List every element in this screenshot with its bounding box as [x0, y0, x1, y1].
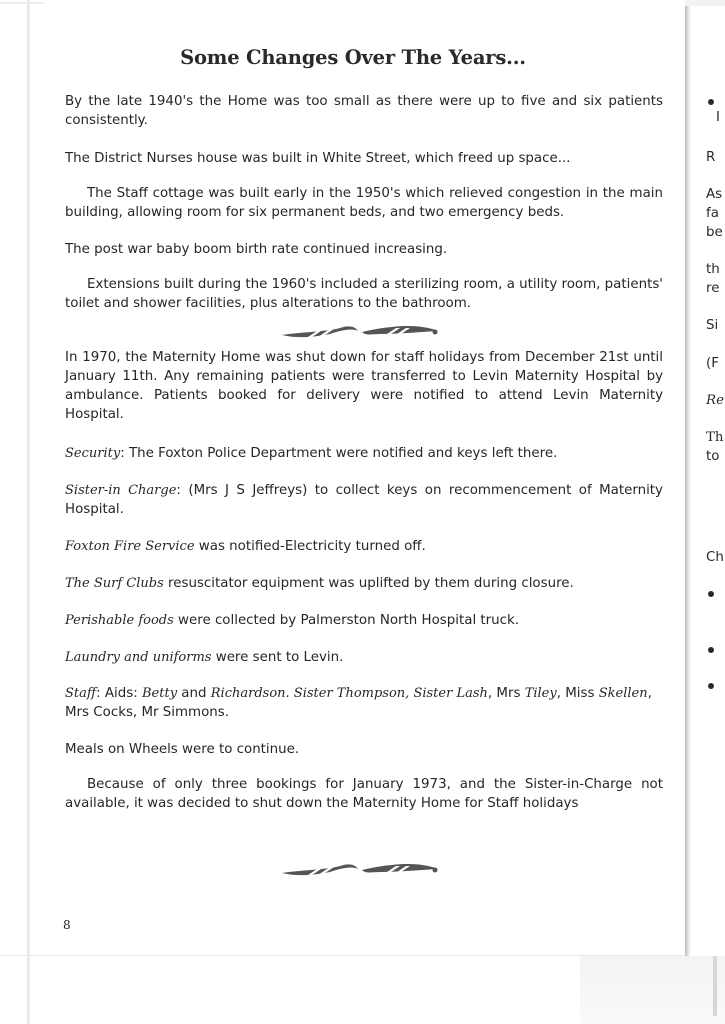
paragraph: The District Nurses house was built in White Street, which freed up space... — [65, 151, 571, 166]
paragraph: The post war baby boom birth rate continued increasing. — [65, 242, 448, 257]
paragraph — [65, 611, 663, 630]
paragraph — [65, 574, 663, 593]
bullet-icon — [708, 591, 714, 597]
paragraph-text: were collected by Palmerston North Hospital truck. — [173, 613, 520, 628]
paragraph: Because of only three bookings for January 1973, and the Sister-in-Charge not available, it was decided to shut down the Maternity Home for Staff holidays — [65, 777, 663, 811]
fragment-text: (F — [706, 356, 719, 371]
paragraph-text: was notified-Electricity turned off. — [194, 539, 426, 554]
paragraph-label: Laundry and uniforms — [65, 650, 212, 665]
paragraph — [65, 481, 663, 519]
scroll-divider-ornament — [280, 322, 440, 342]
page-gutter-shadow — [685, 6, 691, 956]
paragraph-text: resuscitator equipment was uplifted by them during closure. — [163, 576, 574, 591]
paragraph: In 1970, the Maternity Home was shut down for staff holidays from December 21st until January 11th. Any remaining patients were transferred to Levin Maternity Hospital by ambulance. Patients booked for delivery were notified to attend Levin Maternity Hospital. — [65, 350, 663, 422]
paragraph-label: Foxton Fire Service — [65, 539, 195, 554]
paragraph-text: : The Foxton Police Department were notified and keys left there. — [120, 446, 558, 461]
book-edge-shadow — [713, 956, 717, 1016]
staff-name: Betty — [142, 686, 178, 701]
fragment-text: fa — [706, 206, 719, 221]
paragraph-text: : Aids: — [96, 686, 142, 701]
fragment-text: Si — [706, 318, 719, 333]
paragraph-label: Sister-in Charge — [65, 483, 177, 498]
adjacent-page-top — [685, 0, 725, 6]
fragment-text: As — [706, 187, 723, 202]
scroll-divider-ornament — [280, 860, 440, 880]
bullet-icon — [708, 683, 714, 689]
staff-name: Tiley — [524, 686, 557, 701]
paragraph-label: Perishable foods — [65, 613, 174, 628]
fragment-text: R — [706, 150, 716, 165]
paragraph-text: , Miss — [556, 686, 599, 701]
paragraph-text: and — [177, 686, 211, 701]
paragraph — [65, 537, 663, 556]
fragment-text: I — [716, 110, 720, 125]
paragraph-label: Security — [65, 446, 121, 461]
fragment-text: Ch — [706, 550, 724, 565]
paragraph — [65, 684, 663, 722]
fragment-text: Th — [706, 430, 724, 445]
fragment-text: th — [706, 262, 720, 277]
book-bottom-edge — [580, 956, 725, 1024]
page-number: 8 — [63, 918, 71, 932]
document-page — [30, 0, 680, 1024]
staff-name: Richardson. Sister Thompson, Sister Lash — [210, 686, 488, 701]
page-title: Some Changes Over The Years... — [180, 46, 526, 69]
staff-name: Skellen — [598, 686, 648, 701]
fragment-text: Re — [706, 393, 725, 408]
paragraph: Extensions built during the 1960's included a sterilizing room, a utility room, patients' toilet and shower facilities, plus alterations to the bathroom. — [65, 277, 663, 311]
bullet-icon — [708, 647, 714, 653]
paragraph-label: Staff — [65, 686, 97, 701]
paragraph-text: , Mrs — [487, 686, 525, 701]
bullet-icon — [708, 99, 714, 105]
paragraph-text: : (Mrs J S Jeffreys) to collect keys on recommencement of Maternity Hospital. — [65, 483, 663, 517]
paragraph: By the late 1940's the Home was too small as there were up to five and six patients consistently. — [65, 94, 663, 128]
paragraph-label: The Surf Clubs — [65, 576, 164, 591]
fragment-text: to — [706, 449, 720, 464]
fragment-text: re — [706, 281, 720, 296]
paragraph: Meals on Wheels were to continue. — [65, 742, 300, 757]
paragraph-text: were sent to Levin. — [211, 650, 344, 665]
adjacent-page-strip — [685, 0, 725, 960]
paragraph: The Staff cottage was built early in the 1950's which relieved congestion in the main building, allowing room for six permanent beds, and two emergency beds. — [65, 186, 663, 220]
fragment-text: be — [706, 225, 723, 240]
paragraph — [65, 444, 663, 463]
paragraph — [65, 648, 663, 667]
paragraph-text: , Mrs Cocks, Mr Simmons. — [65, 686, 652, 720]
